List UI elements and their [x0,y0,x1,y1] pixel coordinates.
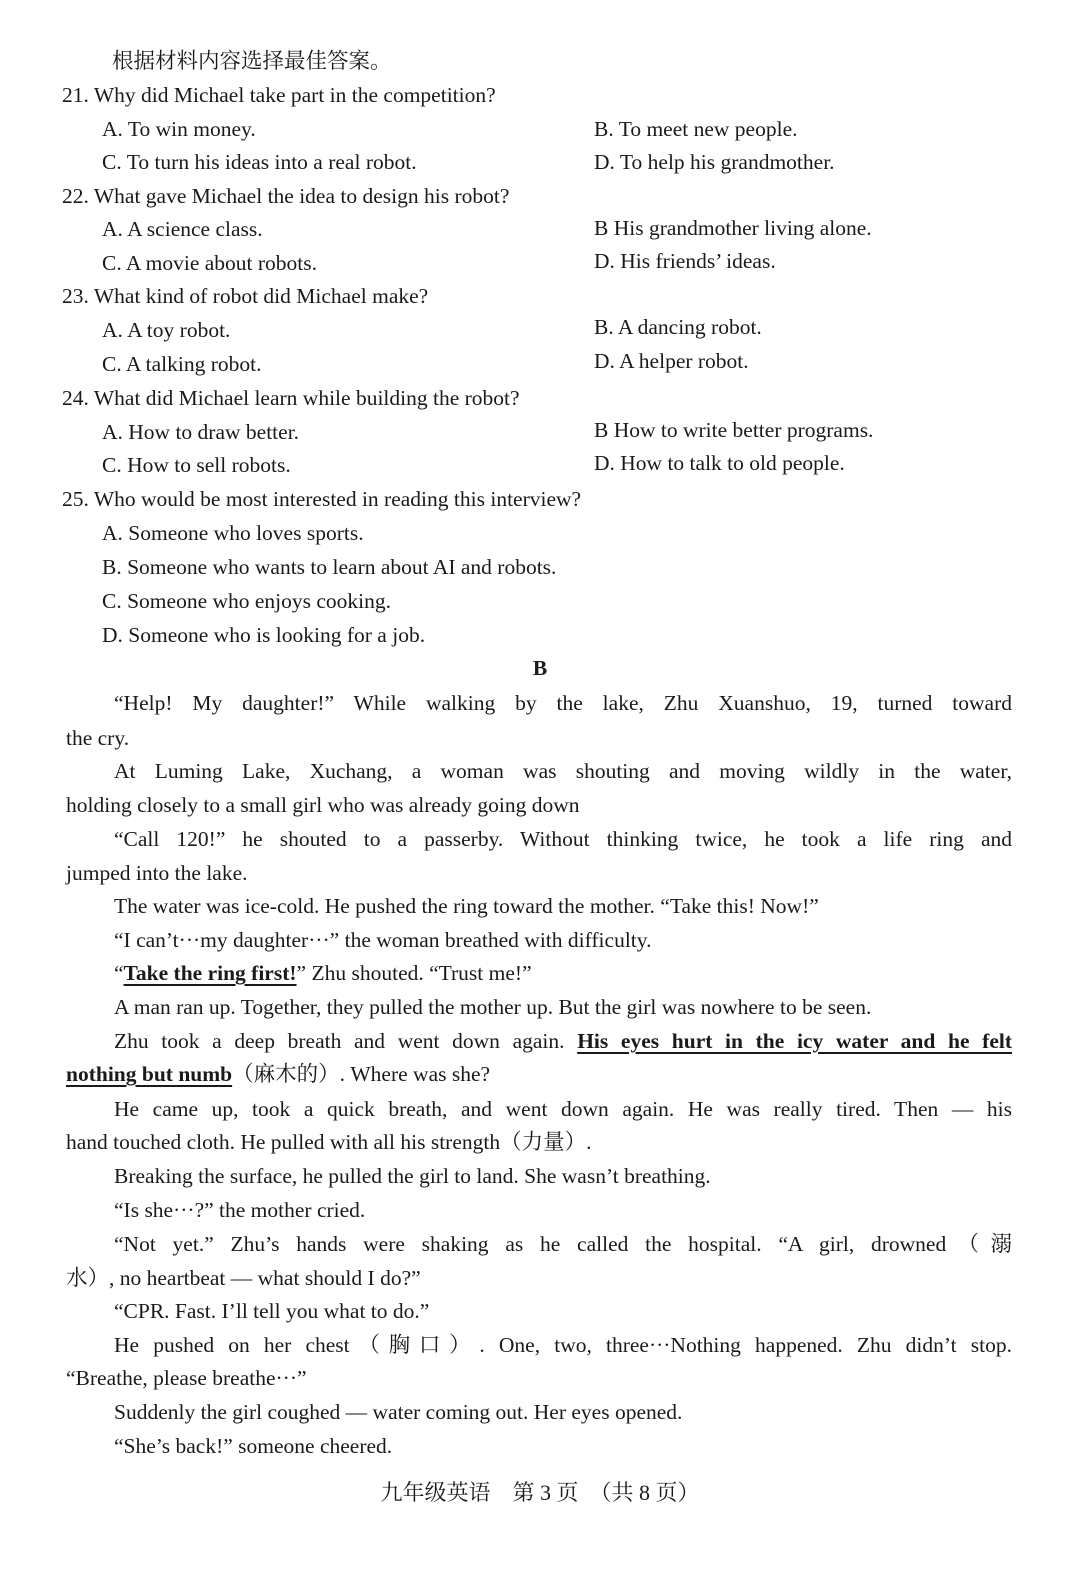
question-21-option-b: B. To meet new people. [594,117,798,141]
paragraph-6-quote-open: “ [114,961,124,985]
paragraph-6-bold: Take the ring first! [123,961,297,985]
paragraph-12-line-2: 水）, no heartbeat — what should I do?” [66,1266,421,1290]
question-22-stem: 22. What gave Michael the idea to design his robot? [62,184,510,208]
question-23-option-d: D. A helper robot. [594,349,749,373]
paragraph-13: “CPR. Fast. I’ll tell you what to do.” [114,1299,430,1323]
question-25-option-c: C. Someone who enjoys cooking. [102,589,392,613]
question-23-option-a: A. A toy robot. [102,318,231,342]
question-24-stem: 24. What did Michael learn while building the robot? [62,386,520,410]
question-21-option-d: D. To help his grandmother. [594,150,835,174]
question-22-option-c: C. A movie about robots. [102,251,317,275]
paragraph-8-plain: Zhu took a deep breath and went down again. [114,1029,578,1053]
question-22-option-d: D. His friends’ ideas. [594,249,776,273]
question-24-option-b: B How to write better programs. [594,418,874,442]
paragraph-1-line-2: the cry. [66,726,130,750]
paragraph-8-bold-1: His eyes hurt in the icy water and he felt [577,1029,1012,1053]
question-25-option-d: D. Someone who is looking for a job. [102,623,426,647]
paragraph-4: The water was ice-cold. He pushed the ring toward the mother. “Take this! Now!” [114,894,819,918]
paragraph-11: “Is she···?” the mother cried. [114,1198,366,1222]
paragraph-6-rest: ” Zhu shouted. “Trust me!” [296,961,532,985]
paragraph-16: “She’s back!” someone cheered. [114,1434,393,1458]
question-23-option-c: C. A talking robot. [102,352,262,376]
question-25-stem: 25. Who would be most interested in reading this interview? [62,487,582,511]
paragraph-9-line-2: hand touched cloth. He pulled with all his strength（力量）. [66,1130,592,1154]
question-22-option-a: A. A science class. [102,217,263,241]
paragraph-9-line-1: He came up, took a quick breath, and went down again. He was really tired. Then — his [114,1097,1012,1121]
question-21-option-c: C. To turn his ideas into a real robot. [102,150,417,174]
paragraph-3-line-1: “Call 120!” he shouted to a passerby. Without thinking twice, he took a life ring and [114,827,1012,851]
instruction: 根据材料内容选择最佳答案。 [112,49,392,73]
paragraph-8-line-2 [66,1059,1012,1089]
paragraph-6 [114,958,532,988]
page-footer: 九年级英语 第 3 页 （共 8 页） [380,1480,700,1505]
paragraph-14-line-1: He pushed on her chest（胸口）. One, two, three···Nothing happened. Zhu didn’t stop. [114,1333,1012,1357]
paragraph-1-line-1: “Help! My daughter!” While walking by the lake, Zhu Xuanshuo, 19, turned toward [114,691,1012,715]
paragraph-8-bold-2: nothing but numb [66,1062,233,1086]
paragraph-2-line-2: holding closely to a small girl who was already going down [66,793,580,817]
question-23-option-b: B. A dancing robot. [594,315,762,339]
section-b-title: B [532,656,548,680]
question-24-option-c: C. How to sell robots. [102,453,291,477]
question-22-option-b: B His grandmother living alone. [594,216,872,240]
paragraph-8-line-1 [114,1026,1012,1056]
paragraph-3-line-2: jumped into the lake. [66,861,248,885]
paragraph-14-line-2: “Breathe, please breathe···” [66,1366,307,1390]
question-21-option-a: A. To win money. [102,117,256,141]
question-25-option-a: A. Someone who loves sports. [102,521,364,545]
paragraph-8-rest: （麻木的）. Where was she? [232,1062,491,1086]
question-24-option-d: D. How to talk to old people. [594,451,845,475]
paragraph-10: Breaking the surface, he pulled the girl to land. She wasn’t breathing. [114,1164,711,1188]
paragraph-12-line-1: “Not yet.” Zhu’s hands were shaking as he called the hospital. “A girl, drowned（溺 [114,1232,1012,1256]
paragraph-15: Suddenly the girl coughed — water coming out. Her eyes opened. [114,1400,683,1424]
paragraph-7: A man ran up. Together, they pulled the mother up. But the girl was nowhere to be seen. [114,995,872,1019]
paragraph-2-line-1: At Luming Lake, Xuchang, a woman was shouting and moving wildly in the water, [114,759,1012,783]
question-24-option-a: A. How to draw better. [102,420,300,444]
question-21-stem: 21. Why did Michael take part in the competition? [62,83,496,107]
question-23-stem: 23. What kind of robot did Michael make? [62,284,429,308]
paragraph-5: “I can’t···my daughter···” the woman breathed with difficulty. [114,928,652,952]
question-25-option-b: B. Someone who wants to learn about AI and robots. [102,555,557,579]
